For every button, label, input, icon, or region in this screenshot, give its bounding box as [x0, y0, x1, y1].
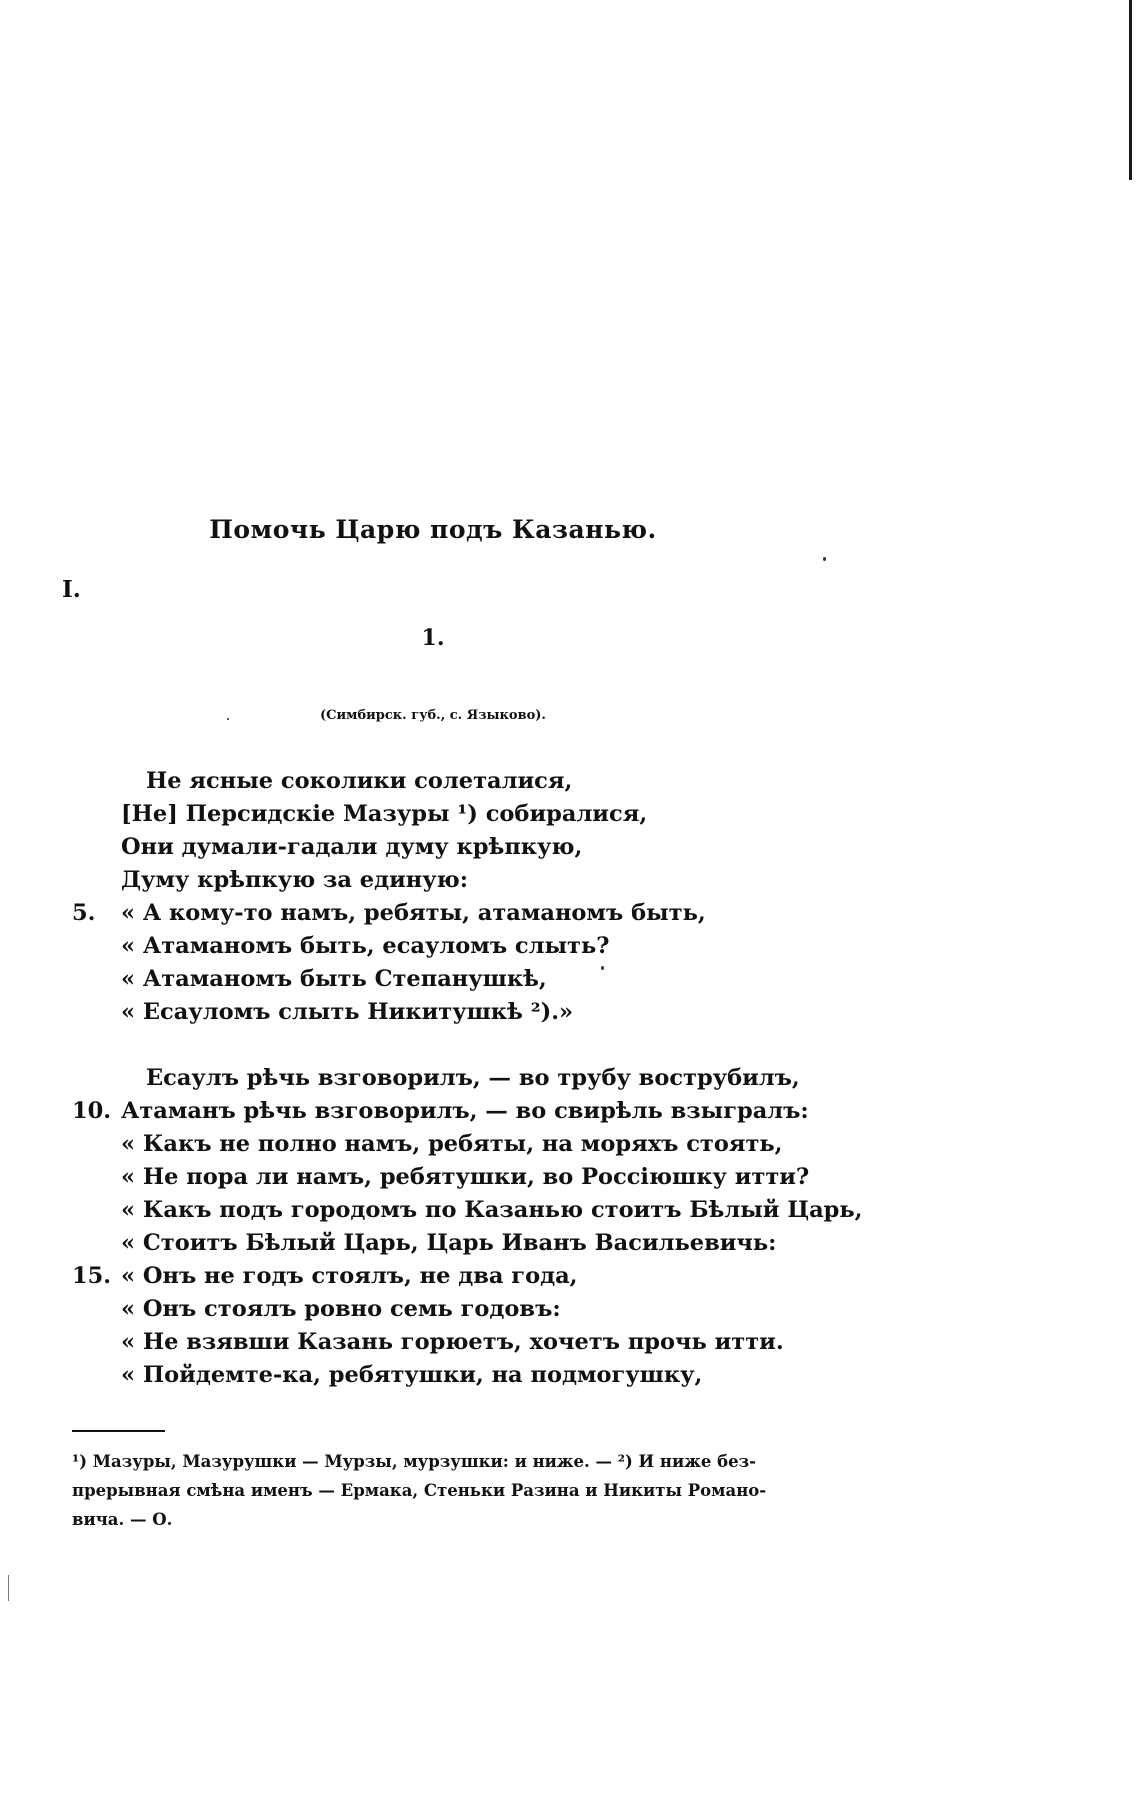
line-number: 5. [72, 900, 96, 926]
song-number: 1. [421, 625, 445, 651]
verse-text: Не ясные соколики солеталися, [146, 768, 573, 794]
poem-title: Помочь Царю подъ Казанью. [209, 515, 657, 544]
source-note: (Симбирск. губ., с. Языково). [320, 708, 546, 723]
verse-text: Атаманъ рѣчь взговорилъ, — во свирѣль взыгралъ: [121, 1098, 809, 1124]
verse-text: « Какъ подъ городомъ по Казанью стоитъ Бѣлый Царь, [121, 1197, 863, 1223]
verse-text: « Пойдемте-ка, ребятушки, на подмогушку, [121, 1362, 703, 1388]
verse-text: « Онъ стоялъ ровно семь годовъ: [121, 1296, 561, 1322]
verse-line [0, 999, 1140, 1032]
verse-line [0, 1329, 1140, 1362]
verse-line [0, 801, 1140, 834]
page-edge-mark [1129, 0, 1132, 180]
verse-text: Они думали-гадали думу крѣпкую, [121, 834, 583, 860]
page-edge-mark-left [8, 1575, 9, 1601]
footnote-divider [72, 1430, 165, 1432]
verse-text: « Какъ не полно намъ, ребяты, на моряхъ стоять, [121, 1131, 783, 1157]
verse-text: [Не] Персидскіе Мазуры ¹) собиралися, [121, 801, 648, 827]
verse-text: Думу крѣпкую за единую: [121, 867, 469, 893]
verse-line [0, 834, 1140, 867]
verse-line [0, 900, 1140, 933]
line-number: 15. [72, 1263, 112, 1289]
verse-text: « Онъ не годъ стоялъ, не два года, [121, 1263, 578, 1289]
verse-line [0, 867, 1140, 900]
part-number: I. [62, 576, 81, 603]
verse-line [0, 1065, 1140, 1098]
ink-speck [823, 557, 826, 561]
verse-line [0, 966, 1140, 999]
footnote-line: вича. — О. [72, 1510, 173, 1529]
verse-text: « Не пора ли намъ, ребятушки, во Россіюшку итти? [121, 1164, 810, 1190]
verse-text: « Атаманомъ быть, есауломъ слыть? [121, 933, 610, 959]
stanza-1 [0, 768, 1140, 1032]
verse-line [0, 1296, 1140, 1329]
verse-line [0, 1131, 1140, 1164]
verse-line [0, 768, 1140, 801]
verse-text: « Атаманомъ быть Степанушкѣ, [121, 966, 547, 992]
verse-line [0, 1230, 1140, 1263]
stanza-2 [0, 1065, 1140, 1395]
footnote-line: прерывная смѣна именъ — Ермака, Стеньки Разина и Никиты Романо- [72, 1481, 767, 1500]
verse-line [0, 1164, 1140, 1197]
verse-text: « Есауломъ слыть Никитушкѣ ²).» [121, 999, 574, 1025]
verse-line [0, 1098, 1140, 1131]
verse-text: « Не взявши Казань горюетъ, хочетъ прочь итти. [121, 1329, 784, 1355]
verse-line [0, 1263, 1140, 1296]
verse-line [0, 1197, 1140, 1230]
footnotes [72, 1447, 812, 1534]
line-number: 10. [72, 1098, 112, 1124]
verse-text: Есаулъ рѣчь взговорилъ, — во трубу вострубилъ, [146, 1065, 800, 1091]
verse-text: « А кому-то намъ, ребяты, атаманомъ быть, [121, 900, 706, 926]
verse-line [0, 1362, 1140, 1395]
verse-text: « Стоитъ Бѣлый Царь, Царь Иванъ Васильевичь: [121, 1230, 777, 1256]
verse-line [0, 933, 1140, 966]
footnote-line: ¹) Мазуры, Мазурушки — Мурзы, мурзушки: и ниже. — ²) И ниже без- [72, 1452, 756, 1471]
